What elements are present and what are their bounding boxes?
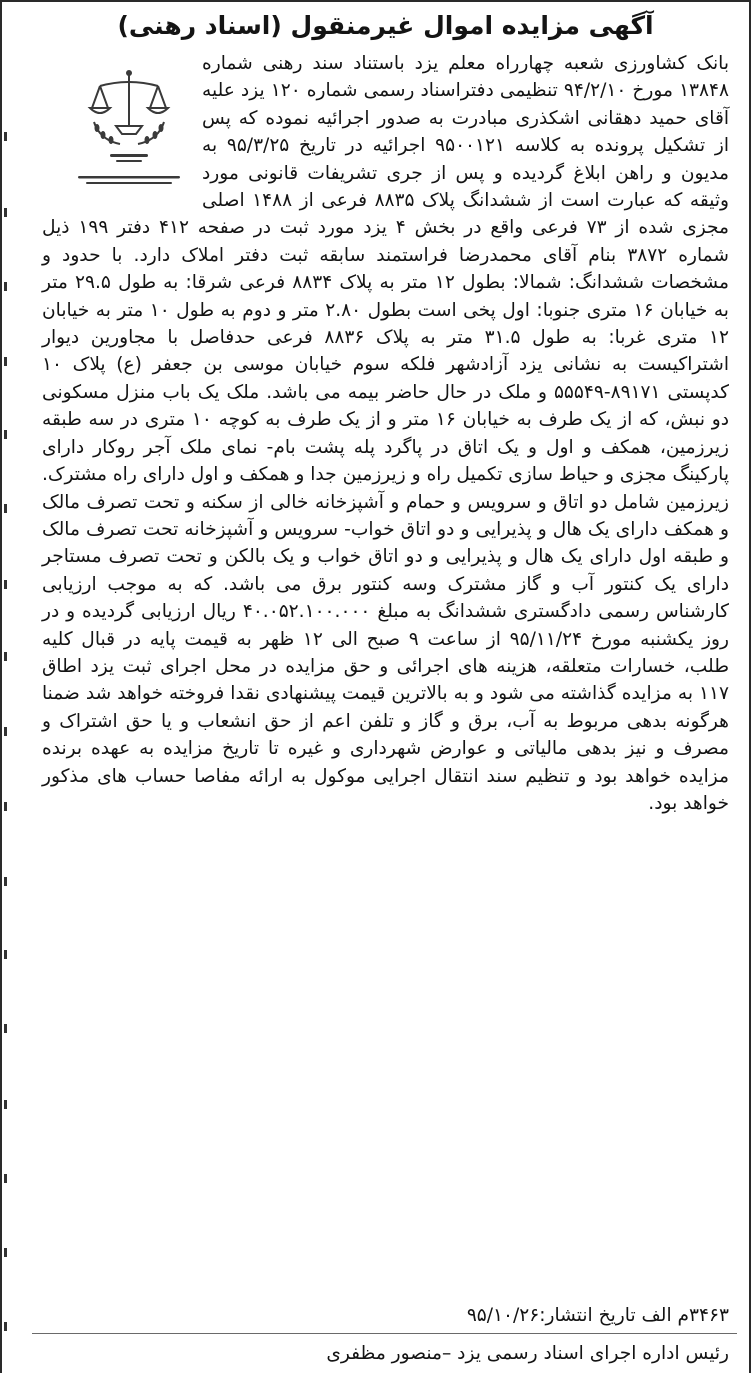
emblem-wrap-spacer xyxy=(42,50,202,198)
reference-and-publish-date: ۳۴۶۳م الف تاریخ انتشار:۹۵/۱۰/۲۶ xyxy=(466,1305,729,1326)
page-edge-marks xyxy=(2,112,10,1352)
signature-divider xyxy=(32,1333,737,1334)
notice-body xyxy=(42,50,729,817)
signature-line: رئیس اداره اجرای اسناد رسمی یزد –منصور مظفری xyxy=(326,1343,729,1364)
notice-title: آگهی مزایده اموال غیرمنقول (اسناد رهنی) xyxy=(117,11,654,40)
notice-body-text: بانک کشاورزی شعبه چهارراه معلم یزد باستناد سند رهنی شماره ۱۳۸۴۸ مورخ ۹۴/۲/۱۰ تنظیمی دفتراسناد رسمی شماره ۱۲۰ یزد علیه آقای حمید دهقانی اشکذری مبادرت به صدور اجرائیه نموده که پس از تشکیل پرونده به کلاسه ۹۵۰۰۱۲۱ اجرائیه در تاریخ ۹۵/۳/۲۵ به مدیون و راهن ابلاغ گردیده و پس از جری تشریفات قانونی مورد وثیقه که عبارت است از ششدانگ پلاک ۸۸۳۵ فرعی از ۱۴۸۸ اصلی مجزی شده از ۷۳ فرعی واقع در بخش ۴ یزد مورد ثبت در صفحه ۴۱۲ دفتر ۱۹۹ ذیل شماره ۳۸۷۲ بنام آقای محمدرضا فراستمند سابقه ثبت دفتر املاک دارد. با حدود و مشخصات ششدانگ: شمالا: بطول ۱۲ متر به پلاک ۸۸۳۴ فرعی شرقا: به طول ۲۹.۵ متر به خیابان ۱۶ متری جنوبا: اول پخی است بطول ۲.۸۰ متر و دوم به طول ۱۰ متر به خیابان ۱۲ متری غربا: به طول ۳۱.۵ متر به پلاک ۸۸۳۶ فرعی حدفاصل با مجاورین دیوار اشتراکیست به نشانی یزد آزادشهر فلکه سوم خیابان موسی بن جعفر (ع) پلاک ۱۰ کدپستی ۸۹۱۷۱-۵۵۵۴۹ و ملک در حال حاضر بیمه می باشد. ملک یک باب منزل مسکونی دو نبش، که از یک طرف به خیابان ۱۶ متر و از یک طرف به کوچه ۱۰ متری در سه طبقه زیرزمین، همکف و اول و یک اتاق در پاگرد پله پشت بام- نمای ملک آجر روکار دارای پارکینگ مجزی و حیاط سازی تکمیل راه و زیرزمین جدا و همکف و اول دارای راه مشترک. زیرزمین شامل دو اتاق و سرویس و حمام و آشپزخانه خالی از سکنه و تحت تصرف مالک و همکف دارای یک هال و پذیرایی و دو اتاق خواب- سرویس و آشپزخانه تحت تصرف مالک و طبقه اول دارای یک هال و پذیرایی و دو اتاق خواب و یک بالکن و تحت تصرف مستاجر دارای یک کنتور آب و گاز مشترک وسه کنتور برق می باشد. که به موجب ارزیابی کارشناس رسمی دادگستری ششدانگ به مبلغ ۴۰.۰۵۲.۱۰۰.۰۰۰ ریال ارزیابی گردیده و در روز یکشنبه مورخ ۹۵/۱۱/۲۴ از ساعت ۹ صبح الی ۱۲ ظهر به قیمت پایه در قبال کلیه طلب، خسارات متعلقه، هزینه های اجرائی و حق مزایده در محل اجرای ثبت یزد اطاق ۱۱۷ به مزایده گذاشته می شود و به بالاترین قیمت پیشنهادی نقدا فروخته خواهد شد ضمنا هرگونه بدهی مربوط به آب، برق و گاز و تلفن اعم از حق انشعاب و یا حق اشتراک و مصرف و نیز بدهی مالیاتی و عوارض شهرداری و غیره تا تاریخ مزایده به عهده برنده مزایده خواهد بود و تنظیم سند انتقال اجرایی موکول به ارائه مفاصا حساب های مذکور خواهد بود. xyxy=(42,53,730,814)
